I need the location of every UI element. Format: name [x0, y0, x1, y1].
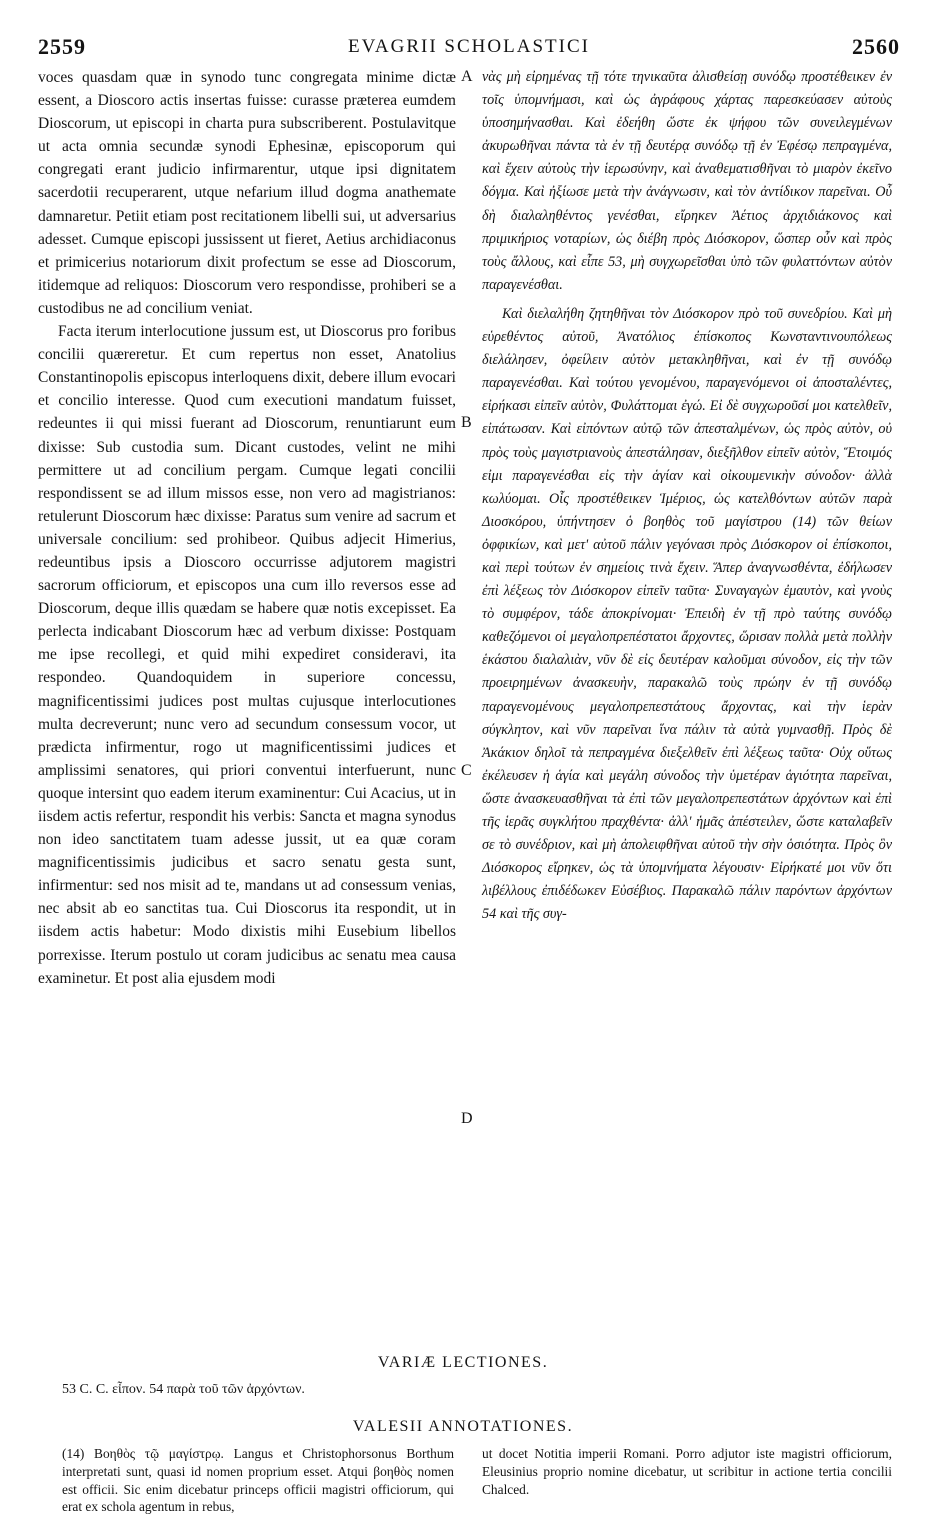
greek-column: [482, 66, 892, 926]
annotation-left-column: (14) Βοηθὸς τῷ μαγίστρῳ. Langus et Christophorsonus Borthum interpretati sunt, quasi id nomen proprium esset. Atqui βοηθὸς nomen est officii. Sic enim dicebatur princeps officii magistri officiorum, qui erat ex schola agentum in rebus,: [62, 1446, 454, 1515]
annotation-right-column: ut docet Notitia imperii Romani. Porro adjutor iste magistri officiorum, Eleusinius proprio nomine dicebatur, ut scribitur in actione tertia concilii Chalced.: [482, 1446, 892, 1497]
section-marker-d: D: [461, 1110, 473, 1127]
latin-paragraph-2: Facta iterum interlocutione jussum est, ut Dioscorus pro foribus concilii quæreretur. Et cum repertus non esset, Anatolius Constantinopolis episcopus interloquens dixit, debere illum evocari et concilio interesse. Quod cum executioni mandatum fuisset, redeuntes ii qui missi fuerant ad Dioscorum, renuntiarunt eum dixisse: Sub custodia sum. Dicant custodes, velint ne mihi permittere ut ad concilium pergam. Cumque legati concilii respondissent se ad illum missos esse, non vero ad magistrianos: retulerunt Dioscorum hæc dixisse: Paratus sum venire ad sacrum et universale concilium: sed prohibeor. Quibus adjecit Himerius, redeuntibus ipsis a Dioscoro occurrisse adjutorem magistri sacrorum officiorum, et episcopos una cum illo reversos esse ad Dioscorum, deque illis quædam se habere quæ notis excepisset. Ea perlecta indicabant Dioscorum hæc ad verbum dixisse: Postquam me ipse recollegi, et quid mihi expediret consideravi, ita respondeo. Quandoquidem in superiore concessu, magnificentissimi judices post multas cujusque interlocutiones multa decreverunt; nunc vero ad secundum consessum vocor, ut prædicta infirmentur, rogo ut magnificentissimi judices et amplissimi senatores, qui priori conventui interfuerunt, nunc quoque intersint quo eadem iterum examinentur: Cui Acacius, ut in iisdem actis refertur, respondit his verbis: Sancta et magna synodus non ideo sanctitatem tuam adesse jussit, ut ea quæ coram magnificentissimis judicibus et sacro senatu gesta sunt, infirmentur: sed nos misit ad te, mandans ut ad consessum venias, nec absit ab eo sanctitas tua. Cui Dioscorus ita respondit, ut in iisdem actis habetur: Modo dixistis mihi Eusebium libellos porrexisse. Iterum postulo ut coram judicibus ac senatu mea causa examinetur. Et post alia ejusdem modi: [38, 323, 456, 987]
running-title: EVAGRII SCHOLASTICI: [348, 36, 590, 57]
right-page-number: 2560: [852, 34, 900, 59]
page-header: [38, 34, 900, 64]
variant-readings: 53 C. C. εἶπον. 54 παρὰ τοῦ τῶν ἀρχόντων.: [62, 1382, 305, 1397]
variae-lectiones-heading: VARIÆ LECTIONES.: [377, 1354, 549, 1371]
latin-column: [38, 66, 456, 990]
section-marker-c: C: [461, 762, 472, 779]
section-marker-b: B: [461, 414, 472, 431]
latin-paragraph-1: voces quasdam quæ in synodo tunc congregata minime dictæ essent, a Dioscoro actis insertas fuisse: curasse præterea eumdem Dioscorum, ut episcopi in charta pura subscriberent. Postulavitque ut acta omnia secundæ synodi Ephesinæ, episcoporum qui congregati erant judicio infirmarentur, utque ipsi dignitatem sacerdotii recuperarent, utque nefarium illud dogma anathemate damnaretur. Petiit etiam post recitationem libelli sui, ut adversarius adesset. Cumque episcopi jussissent ut fieret, Aetius archidiaconus et primicerius notariorum dixit profectum se esse ad Dioscorum, itidemque ad reliquos: Dioscorum vero respondisse, prohiberi se a custodibus ne ad concilium veniat.: [38, 69, 456, 317]
greek-paragraph-2: Καὶ διελαλήθη ζητηθῆναι τὸν Διόσκορον πρὸ τοῦ συνεδρίου. Καὶ μὴ εὑρεθέντος αὐτοῦ, Ἀνατόλιος ἐπίσκοπος Κωνσταντινουπόλεως διελάλησεν, ὀφείλειν αὐτὸν μετακληθῆναι, καὶ ἐν τῇ συνόδῳ παραγενέσθαι. Καὶ τούτου γενομένου, παραγενόμενοι οἱ ἀποσταλέντες, εἰρήκασι εἰπεῖν αὐτὸν, Φυλάττομαι ἐγώ. Εἰ δὲ συγχωροῦσί μοι κατελθεῖν, εἰπάτωσαν. Καὶ εἰπόντων αὐτῷ τῶν ἀπεσταλμένων, ὡς πρὸς αὐτὸν, οὐ πρὸς τοὺς μαγιστριανοὺς ἀπεστάλησαν, διεξῆλθον εἰπεῖν αὐτὸν, Ἕτοιμός εἰμι παραγενέσθαι εἰς τὴν ἁγίαν καὶ οἰκουμενικὴν σύνοδον· ἀλλὰ κωλύομαι. Οἷς προστέθεικεν Ἱμέριος, ὡς κατελθόντων αὐτῶν παρὰ Διοσκόρου, ὑπήντησεν ὁ βοηθὸς τοῦ μαγίστρου (14) τῶν θείων ὀφφικίων, καὶ μετ' αὐτοῦ πάλιν γεγόνασι πρὸς Διόσκορον οἱ ἐπίσκοποι, καὶ περὶ τούτων ἐν σημείοις τινὰ ἔχειν. Ἅπερ ἀναγνωσθέντα, ἐδήλωσεν ἐπὶ λέξεως τὸν Διόσκορον εἰπεῖν ταῦτα· Συναγαγὼν ἐμαυτὸν, καὶ γνοὺς τὸ συμφέρον, τάδε ἀποκρίνομαι· Ἐπειδὴ ἐν τῇ πρὸ ταύτης συνόδῳ καθεζόμενοι οἱ μεγαλοπρεπέστατοι ἄρχοντες, ὥρισαν πολλὰ μετὰ πολλὴν ἑκάστου διαλαλιὰν, νῦν δὲ εἰς δευτέραν καλοῦμαι σύνοδον, εἰς τὴν τῶν προειρημένων ἀνασκευὴν, παρακαλῶ τοὺς πρώην ἐν τῇ συνόδῳ παραγενομένους μεγαλοπρεπεστάτους ἄρχοντας, καὶ τὴν ἱερὰν σύγκλητον, καὶ νῦν παρεῖναι ἵνα πάλιν τὰ αὐτὰ γυμνασθῇ. Πρὸς δὲ Ἀκάκιον δηλοῖ τὰ πεπραγμένα διεξελθεῖν ἐπὶ λέξεως ταῦτα· Οὐχ οὕτως ἐκέλευσεν ἡ ἁγία καὶ μεγάλη σύνοδος τὴν ὑμετέραν ἁγιότητα παρεῖναι, ὥστε ἀνασκευασθῆναι τὰ ἐπὶ τῶν μεγαλοπρεπεστάτων ἀρχόντων καὶ ἐπὶ τῆς ἱερᾶς συγκλήτου πραχθέντα· ἀλλ' ἡμᾶς ἀπέστειλεν, ὥστε καταλαβεῖν σε τὸ συνέδριον, καὶ μὴ ἀπολειφθῆναι αὐτοῦ τὴν σὴν ὁσιότητα. Πρὸς ὃν Διόσκορος εἴρηκεν, ὡς τὰ ὑπομνήματα λέγουσιν· Εἰρήκατέ μοι νῦν ὅτι λιβέλλους ἐπιδέδωκεν Εὐσέβιος. Παρακαλῶ πάλιν παρόντων ἀρχόντων 54 καὶ τῆς συγ-: [482, 305, 892, 923]
left-page-number: 2559: [38, 34, 86, 59]
section-marker-a: A: [461, 68, 473, 85]
valesii-annotationes-heading: VALESII ANNOTATIONES.: [352, 1418, 574, 1435]
greek-paragraph-1: νὰς μὴ εἰρημένας τῇ τότε τηνικαῦτα ἀλισθείσῃ συνόδῳ προστέθεικεν ἐν τοῖς ὑπομνήμασι, καὶ ὡς ἀγράφους χάρτας παρεσκεύασεν αὐτοὺς ὑποσημήνασθαι. Καὶ ἐδεήθη ὥστε ἐκ ψήφου τῶν συνειλεγμένων ἀκυρωθῆναι πάντα τὰ ἐν τῇ δευτέρᾳ συνόδῳ τῇ ἐν Ἐφέσῳ πεπραγμένα, καὶ ἔχειν αὐτοὺς τὴν ἱερωσύνην, καὶ ἀναθεματισθῆναι τὸ μιαρὸν ἐκεῖνο δόγμα. Καὶ ἠξίωσε μετὰ τὴν ἀνάγνωσιν, καὶ τὸν ἀντίδικον παρεῖναι. Οὗ δὴ διαλαληθέντος γενέσθαι, εἴρηκεν Ἀέτιος ἀρχιδιάκονος καὶ πριμικήριος νοταρίων, ὡς διέβη πρὸς Διόσκορον, ὥσπερ οὖν καὶ πρὸς τοὺς ἄλλους, καὶ εἶπε 53, μὴ συγχωρεῖσθαι ὑπὸ τῶν φυλαττόντων αὐτὸν παραγενέσθαι.: [482, 69, 892, 293]
